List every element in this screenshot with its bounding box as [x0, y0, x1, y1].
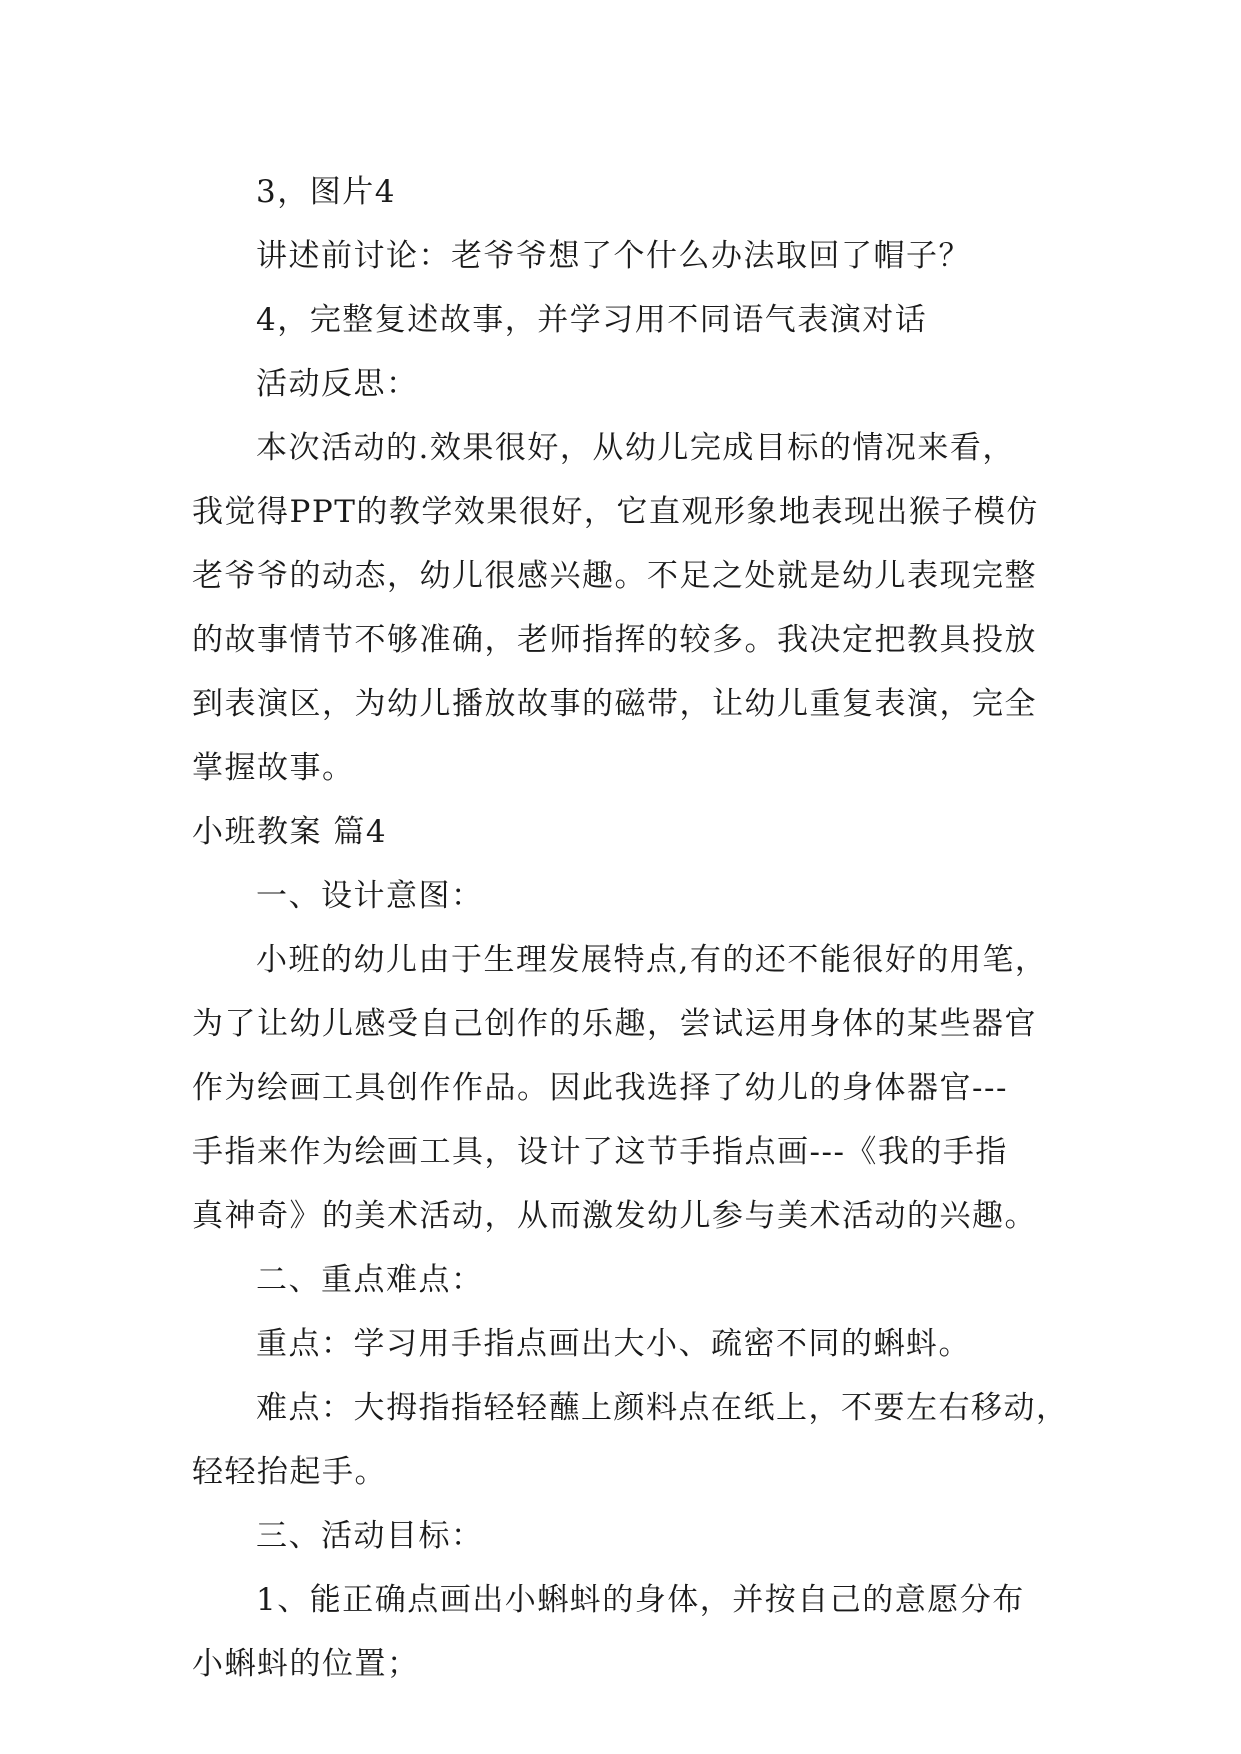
text-line: 3，图片4 — [256, 174, 396, 210]
text-line: 重点：学习用手指点画出大小、疏密不同的蝌蚪。 — [256, 1326, 971, 1362]
section-heading: 一、设计意图： — [256, 878, 484, 914]
text-line: 掌握故事。 — [192, 750, 355, 786]
text-line: 到表演区，为幼儿播放故事的磁带，让幼儿重复表演，完全 — [192, 686, 1037, 722]
text-line: 4，完整复述故事，并学习用不同语气表演对话 — [256, 302, 928, 338]
text-line: 真神奇》的美术活动，从而激发幼儿参与美术活动的兴趣。 — [192, 1198, 1037, 1234]
text-line: 小班的幼儿由于生理发展特点,有的还不能很好的用笔， — [256, 942, 1048, 978]
section-heading: 活动反思： — [256, 366, 419, 402]
document-body — [192, 160, 1072, 1696]
section-heading: 三、活动目标： — [256, 1518, 484, 1554]
section-heading: 二、重点难点： — [256, 1262, 484, 1298]
text-line: 小蝌蚪的位置； — [192, 1646, 420, 1682]
text-line: 的故事情节不够准确，老师指挥的较多。我决定把教具投放 — [192, 622, 1037, 658]
text-line: 难点：大拇指指轻轻蘸上颜料点在纸上，不要左右移动， — [256, 1390, 1069, 1426]
chapter-title: 小班教案 篇4 — [192, 814, 388, 850]
text-line: 为了让幼儿感受自己创作的乐趣，尝试运用身体的某些器官 — [192, 1006, 1037, 1042]
text-line: 作为绘画工具创作作品。因此我选择了幼儿的身体器官--- — [192, 1070, 1008, 1106]
text-line: 1、能正确点画出小蝌蚪的身体，并按自己的意愿分布 — [256, 1582, 1025, 1618]
text-line: 讲述前讨论：老爷爷想了个什么办法取回了帽子？ — [256, 238, 971, 274]
text-line: 我觉得PPT的教学效果很好，它直观形象地表现出猴子模仿 — [192, 494, 1039, 530]
text-line: 轻轻抬起手。 — [192, 1454, 387, 1490]
text-line: 老爷爷的动态，幼儿很感兴趣。不足之处就是幼儿表现完整 — [192, 558, 1037, 594]
text-line: 手指来作为绘画工具，设计了这节手指点画---《我的手指 — [192, 1134, 1008, 1170]
text-line: 本次活动的.效果很好，从幼儿完成目标的情况来看， — [256, 430, 1015, 466]
